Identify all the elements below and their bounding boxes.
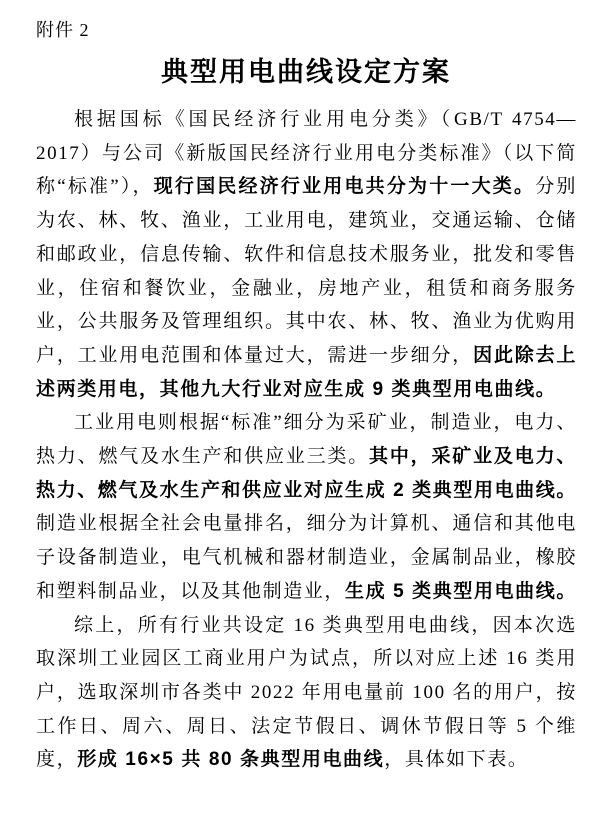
text-run: 生成 5 类典型用电曲线。	[345, 580, 577, 602]
paragraph	[36, 609, 577, 778]
page-title: 典型用电曲线设定方案	[161, 57, 451, 87]
text-run: 形成 16×5 共 80 条典型用电曲线	[77, 749, 385, 771]
text-run: 根据国标《国民经济行业用电分类》（GB/T 4754—2017）与公司《新版国民经济行业用电分类标准》（以下简称“标准”），	[36, 109, 577, 198]
attachment-label: 附件 2	[36, 20, 90, 40]
text-run: 现行国民经济行业用电共分为十一大类。	[153, 176, 536, 198]
text-run: 制造业根据全社会电量排名，细分为计算机、通信和其他电子设备制造业，电气机械和器材制造业，金属制品业，橡胶和塑料制品业，以及其他制造业，	[36, 513, 577, 602]
paragraph	[36, 103, 577, 406]
text-run: ，具体如下表。	[384, 749, 529, 771]
paragraph	[36, 406, 577, 608]
text-run: 分别为农、林、牧、渔业，工业用电，建筑业，交通运输、仓储和邮政业，信息传输、软件和信息技术服务业，批发和零售业，住宿和餐饮业，金融业，房地产业，租赁和商务服务业，公共服务及管理组织。其中农、林、牧、渔业为优购用户，工业用电范围和体量过大，需进一步细分，	[36, 176, 577, 366]
text-run: 工业用电则根据“标准”细分为采矿业，制造业，电力、热力、燃气及水生产和供应业三类。	[36, 412, 577, 468]
text-run: 综上，所有行业共设定 16 类典型用电曲线，因本次选取深圳工业园区工商业用户为试点，所以对应上述 16 类用户，选取深圳市各类中 2022 年用电量前 100 名的用户，按工作日、周六、周日、法定节假日、调休节假日等 5 个维度，	[36, 614, 577, 771]
document-body	[36, 103, 577, 777]
text-run: 因此除去上述两类用电，其他九大行业对应生成 9 类典型用电曲线。	[36, 344, 577, 400]
text-run: 其中，采矿业及电力、热力、燃气及水生产和供应业对应生成 2 类典型用电曲线。	[36, 446, 577, 501]
